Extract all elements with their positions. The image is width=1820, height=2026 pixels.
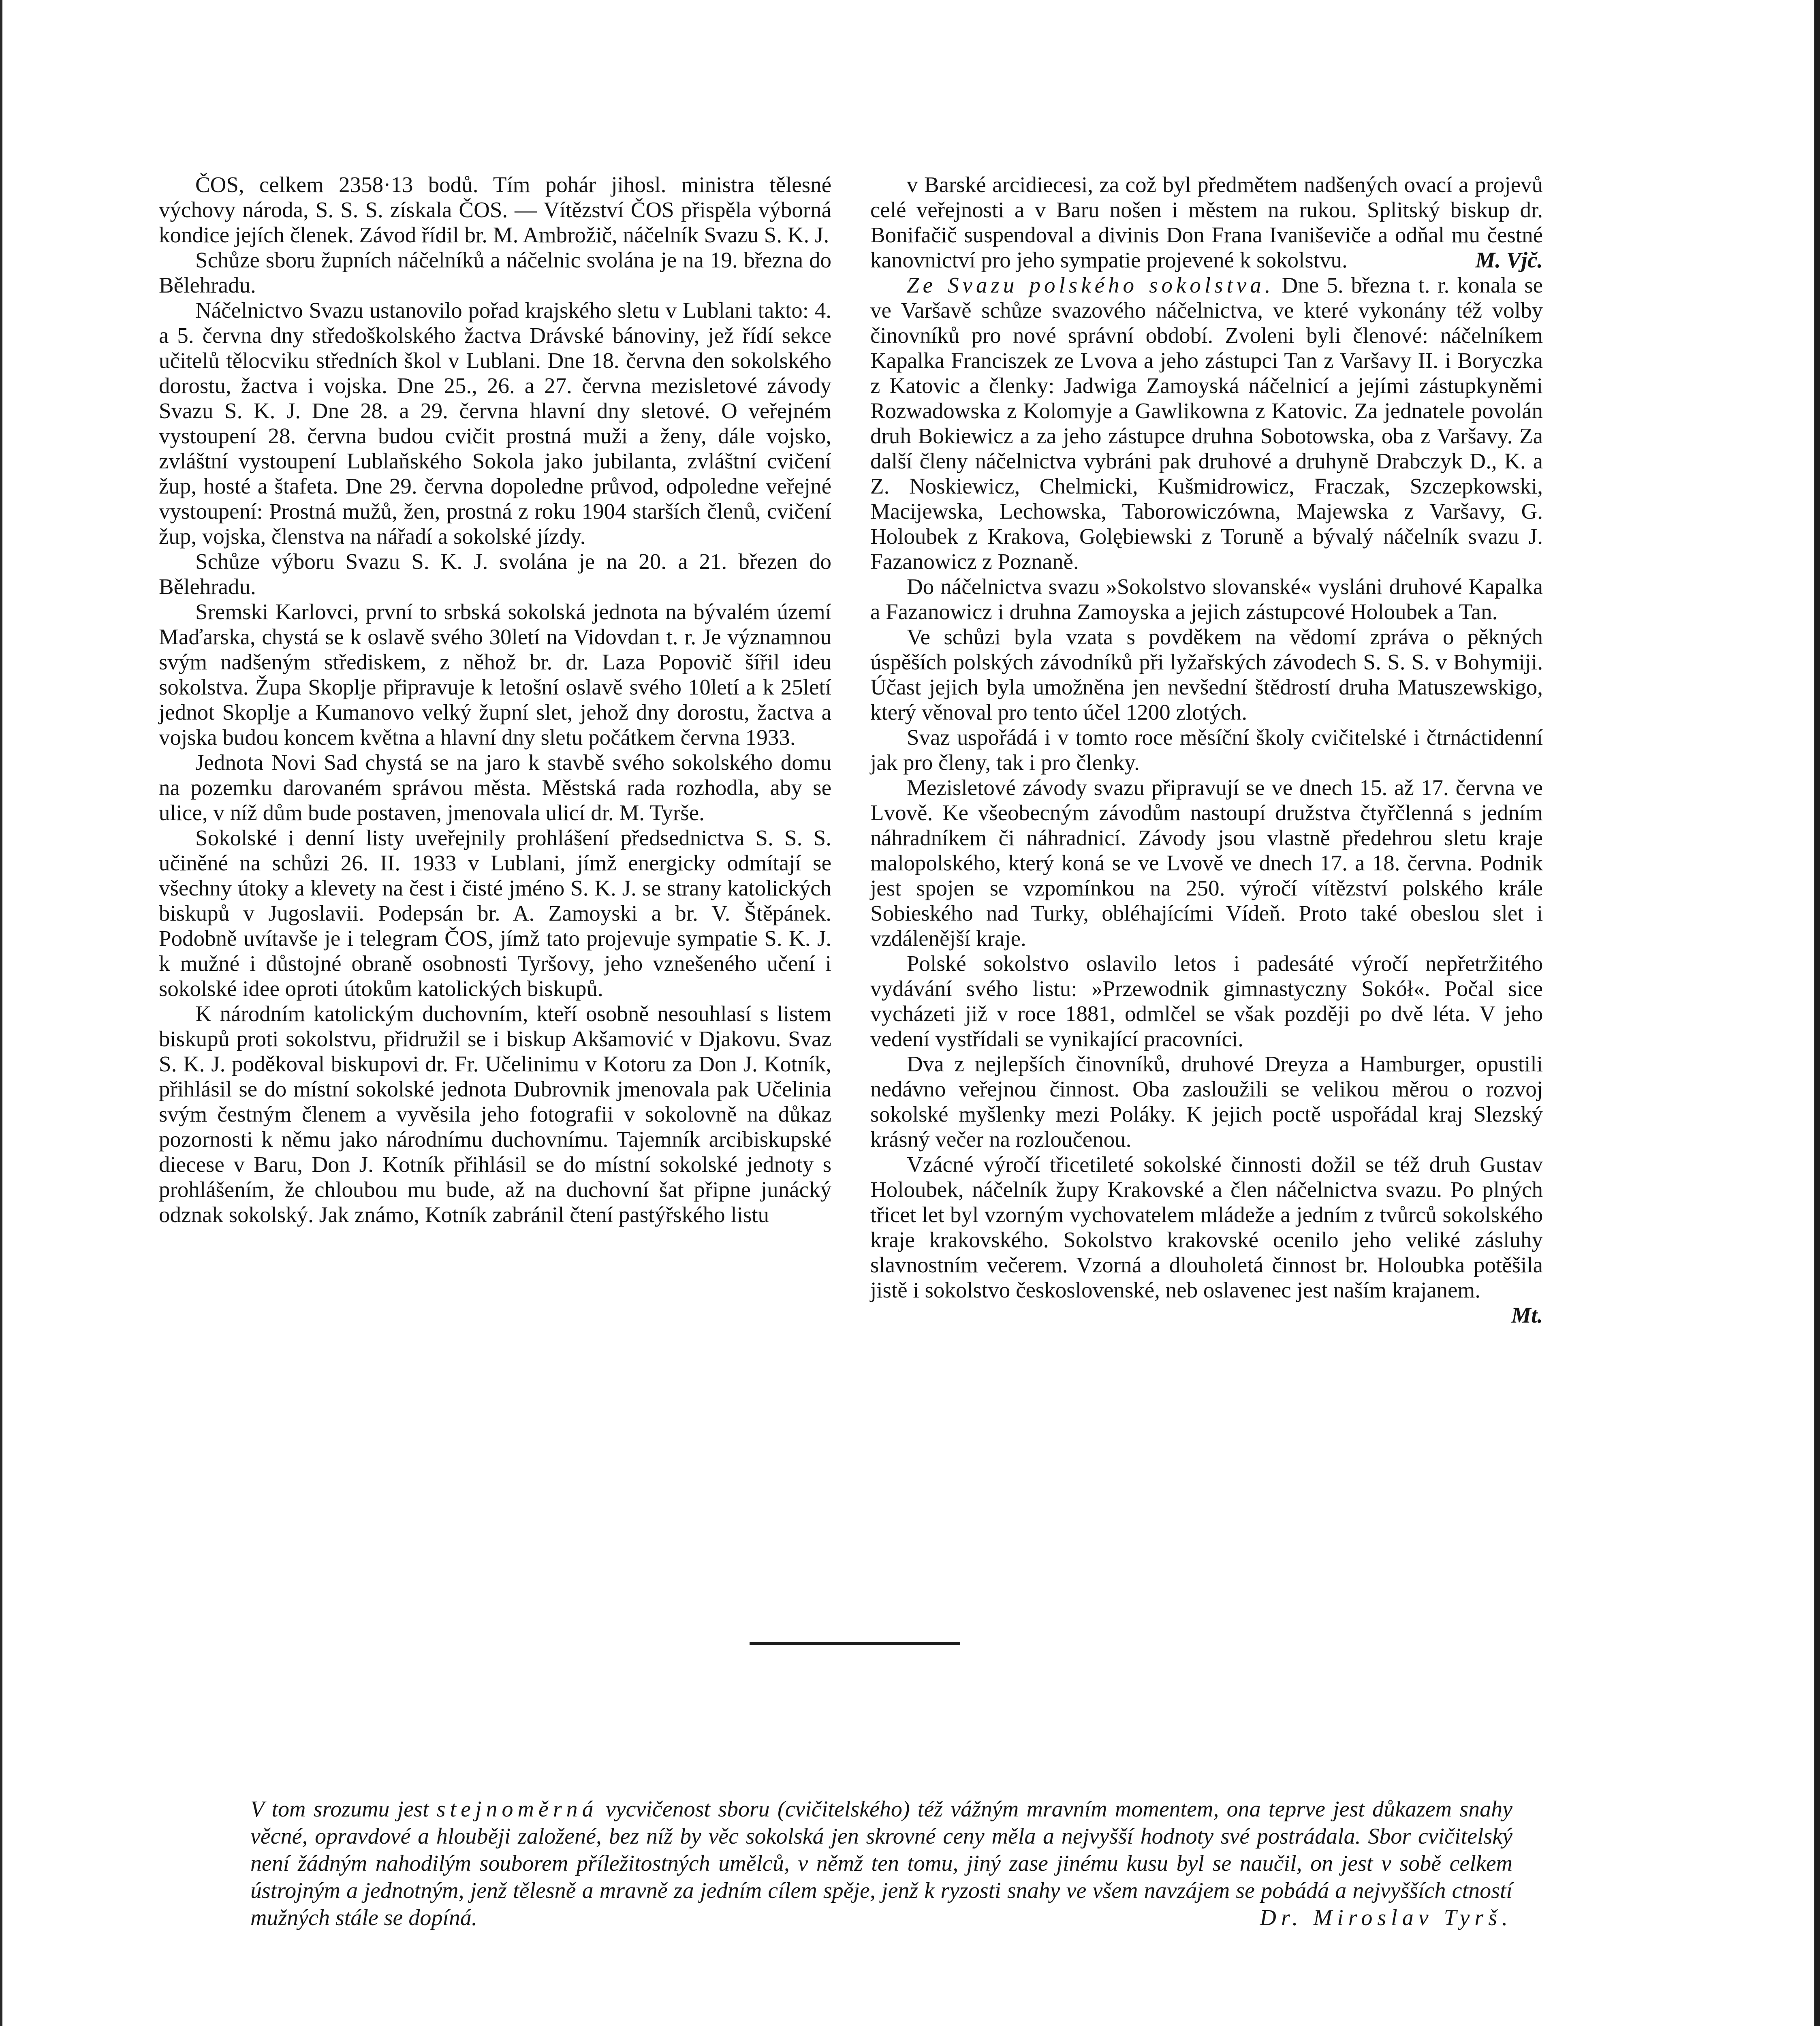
- left-paragraph: Sremski Karlovci, první to srbská sokolská jednota na bývalém území Maďarska, chystá se k oslavě svého 30letí na Vidovdan t. r. Je významnou svým nadšeným střediskem, z něhož br. dr. Laza Popovič šířil ideu sokolstva. Župa Skoplje připravuje k letošní oslavě svého 10letí a k 25letí jednot Skoplje a Kumanovo velký župní slet, jehož dny dorostu, žactva a vojska budou koncem května a hlavní dny sletu počátkem června 1933.: [159, 599, 831, 750]
- right-paragraph: Svaz uspořádá i v tomto roce měsíční školy cvičitelské i čtrnáctidenní jak pro členy, tak i pro členky.: [870, 725, 1543, 775]
- quote-text: [250, 1796, 1512, 1932]
- section-divider: [750, 1642, 960, 1645]
- right-paragraph: Do náčelnictva svazu »Sokolstvo slovanské« vysláni druhové Kapalka a Fazanowicz i druhna Zamoyska a jejich zástupcové Holoubek a Tan.: [870, 574, 1543, 624]
- paragraph-text: v Barské arcidiecesi, za což byl předmětem nadšených ovací a projevů celé veřejnosti a v Baru nošen i městem na rukou. Splitský biskup dr. Bonifačič suspendoval a divinis Don Frana Ivaniševiče a odňal mu čestné kanovnictví pro jeho sympatie projevené k sokolstvu.: [870, 172, 1543, 272]
- right-paragraph: [870, 1152, 1543, 1327]
- paragraph-text: Vzácné výročí třicetileté sokolské činnosti dožil se též druh Gustav Holoubek, náčelník župy Krakovské a člen náčelnictva svazu. Po plných třicet let byl vzorným vychovatelem mládeže a jedním z tvůrců sokolského kraje krakovského. Sokolstvo krakovské ocenilo jeho veliké zásluhy slavnostním večerem. Vzorná a dlouholetá činnost br. Holoubka potěšila jistě i sokolstvo československé, neb oslavenec jest naším krajanem.: [870, 1152, 1543, 1302]
- scan-edge-left: [0, 0, 2, 2026]
- paragraph-text: Dne 5. března t. r. konala se ve Varšavě schůze svazového náčelnictva, ve které vykonány též volby činovníků pro nové správní období. Zvoleni byli členové: náčelníkem Kapalka Franciszek ze Lvova a jeho zástupci Tan z Varšavy II. i Boryczka z Katovic a členky: Jadwiga Zamoyská náčelnicí a jejími zástupkyněmi Rozwadowska z Kolomyje a Gawlikowna z Katovic. Za jednatele povolán druh Bokiewicz a za jeho zástupce druhna Sobotowska, oba z Varšavy. Za další členy náčelnictva vybráni pak druhové a druhyně Drabczyk D., K. a Z. Noskiewicz, Chelmicki, Kušmidrowicz, Fraczak, Szczepkowski, Macijewska, Lechowska, Taborowiczówna, Majewska z Varšavy, G. Holoubek z Krakova, Golębiewski z Toruně a bývalý náčelník svazu J. Fazanowicz z Poznaně.: [870, 273, 1543, 574]
- quote-start: V tom srozumu jest: [250, 1797, 429, 1822]
- right-column: [870, 172, 1543, 1328]
- left-column: [159, 172, 831, 1227]
- right-paragraph: Mezisletové závody svazu připravují se ve dnech 15. až 17. června ve Lvově. Ke všeobecným závodům nastoupí družstva čtyřčlenná s jedním náhradníkem či náhradnicí. Závody jsou vlastně předehrou sletu kraje malopolského, který koná se ve Lvově ve dnech 17. a 18. června. Podnik jest spojen se vzpomínkou na 250. výročí vítězství polského krále Sobieského nad Turky, obléhajícími Vídeň. Proto také obeslou slet i vzdálenější kraje.: [870, 775, 1543, 951]
- author-signature: M. Vjč.: [1475, 248, 1543, 272]
- right-paragraph: Polské sokolstvo oslavilo letos i padesáté výročí nepřetržitého vydávání svého listu: »Przewodnik gimnastyczny Sokół«. Počal sice vycházeti již v roce 1881, odmlčel se však později po dvě léta. V jeho vedení vystřídali se vynikající pracovníci.: [870, 951, 1543, 1051]
- right-paragraph: [870, 273, 1543, 574]
- quote-emphasis: stejnoměrná: [436, 1797, 598, 1822]
- right-paragraph: [870, 172, 1543, 273]
- left-paragraph: Jednota Novi Sad chystá se na jaro k stavbě svého sokolského domu na pozemku darovaném správou města. Městská rada rozhodla, aby se ulice, v níž dům bude postaven, jmenovala ulicí dr. M. Tyrše.: [159, 750, 831, 825]
- left-paragraph: Schůze sboru župních náčelníků a náčelnic svolána je na 19. března do Bělehradu.: [159, 248, 831, 297]
- tyrs-quote: [250, 1796, 1512, 1932]
- left-paragraph: K národním katolickým duchovním, kteří osobně nesouhlasí s listem biskupů proti sokolstvu, přidružil se i biskup Akšamović v Djakovu. Svaz S. K. J. poděkoval biskupovi dr. Fr. Učelinimu v Kotoru za Don J. Kotník, přihlásil se do místní sokolské jednota Dubrovnik jmenovala pak Učelinia svým čestným členem a vyvěsila jeho fotografii v sokolovně na důkaz pozornosti k němu jako národnímu duchovnímu. Tajemník arcibiskupské diecese v Baru, Don J. Kotník přihlásil se do místní sokolské jednoty s prohlášením, že chloubou mu bude, až na duchovní šat připne junácký odznak sokolský. Jak známo, Kotník zabránil čtení pastýřského listu: [159, 1001, 831, 1227]
- left-paragraph: Schůze výboru Svazu S. K. J. svolána je na 20. a 21. březen do Bělehradu.: [159, 549, 831, 599]
- quote-author: Dr. Miroslav Tyrš.: [1260, 1905, 1512, 1930]
- scan-edge-right: [1814, 0, 1820, 2026]
- left-paragraph: Sokolské i denní listy uveřejnily prohlášení předsednictva S. S. S. učiněné na schůzi 26. II. 1933 v Lublani, jímž energicky odmítají se všechny útoky a klevety na čest i čisté jméno S. K. J. se strany katolických biskupů v Jugoslavii. Podepsán br. A. Zamoyski a br. V. Štěpánek. Podobně uvítavše je i telegram ČOS, jímž tato projevuje sympatie S. K. J. k mužné i důstojné obraně osobnosti Tyršovy, jeho vznešeného učení i sokolské idee oproti útokům katolických biskupů.: [159, 825, 831, 1001]
- right-paragraph: Ve schůzi byla vzata s povděkem na vědomí zpráva o pěkných úspěších polských závodníků při lyžařských závodech S. S. S. v Bohymiji. Účast jejich byla umožněna jen nevšední štědrostí druha Matuszewskigo, který věnoval pro tento účel 1200 zlotých.: [870, 624, 1543, 724]
- left-paragraph: ČOS, celkem 2358·13 bodů. Tím pohár jihosl. ministra tělesné výchovy národa, S. S. S. získala ČOS. — Vítězství ČOS přispěla výborná kondice jejích členek. Závod řídil br. M. Ambrožič, náčelník Svazu S. K. J.: [159, 172, 831, 247]
- left-paragraph: Náčelnictvo Svazu ustanovilo pořad krajského sletu v Lublani takto: 4. a 5. června dny středoškolského žactva Drávské bánoviny, jež řídí sekce učitelů tělocviku středních škol v Lublani. Dne 18. června den sokolského dorostu, žactva i vojska. Dne 25., 26. a 27. června mezisletové závody Svazu S. K. J. Dne 28. a 29. června hlavní dny sletové. O veřejném vystoupení 28. června budou cvičit prostná muži a ženy, dále vojsko, zvláštní vystoupení Lublaňského Sokola jako jubilanta, zvláštní cvičení žup, hosté a štafeta. Dne 29. června dopoledne průvod, odpoledne veřejné vystoupení: Prostná mužů, žen, prostná z roku 1904 starších členů, cvičení žup, vojska, členstva na nářadí a sokolské jízdy.: [159, 298, 831, 549]
- author-signature: Mt.: [1511, 1303, 1543, 1327]
- section-heading: Ze Svazu polského sokolstva.: [907, 273, 1274, 297]
- right-paragraph: Dva z nejlepších činovníků, druhové Dreyza a Hamburger, opustili nedávno veřejnou činnost. Oba zasloužili se velikou měrou o rozvoj sokolské myšlenky mezi Poláky. K jejich poctě uspořádal kraj Slezský krásný večer na rozloučenou.: [870, 1051, 1543, 1152]
- quote-rest: vycvičenost sboru (cvičitelského) též vážným mravním momentem, ona teprve jest důkazem snahy věcné, opravdové a hlouběji založené, bez níž by věc sokolská jen skrovné ceny měla a nejvyšší hodnoty své postrádala. Sbor cvičitelský není žádným nahodilým souborem příležitostných umělců, v němž ten tomu, jiný zase jinému kusu byl se naučil, on jest v sobě celkem ústrojným a jednotným, jenž tělesně a mravně za jedním cílem spěje, jenž k ryzosti snahy ve všem navzájem se pobádá a nejvyšších ctností mužných stále se dopíná.: [250, 1797, 1513, 1930]
